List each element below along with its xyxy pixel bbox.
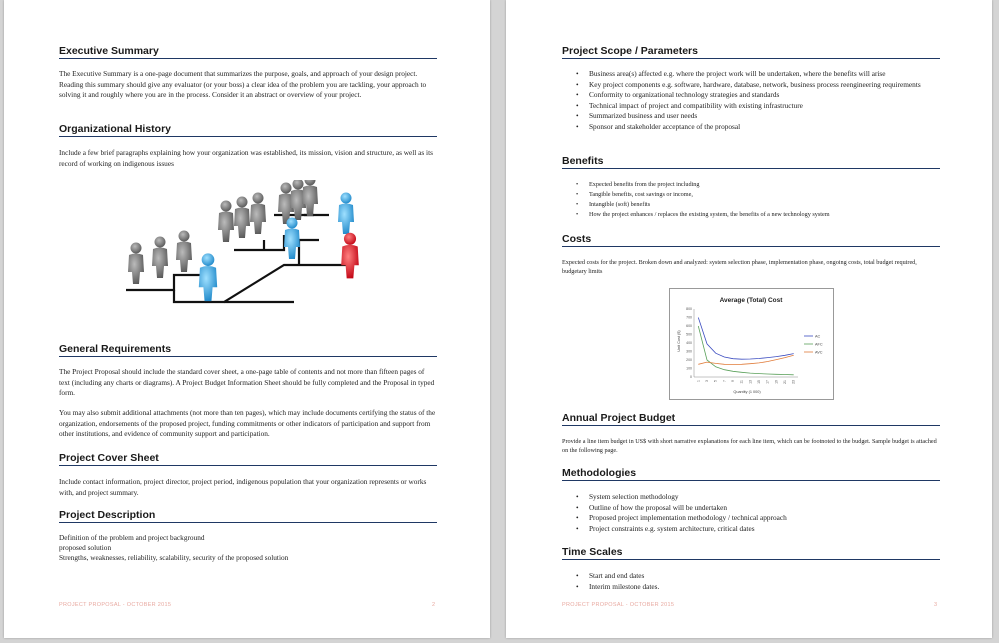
- y-tick-label: 500: [686, 332, 692, 337]
- y-tick-label: 400: [686, 341, 692, 346]
- y-tick-label: 600: [686, 324, 692, 329]
- exec-summary-body: The Executive Summary is a one-page document that summarizes the purpose, goals, and approach of your design project. Reading this summary should give any evaluator (or your boss) a clear idea of the problem you are tackling, your approach to solving it and roughly where you are in the process. Consider it an abstract or overview of your project.: [59, 69, 427, 99]
- page-number: 2: [432, 602, 436, 608]
- exec-summary-heading: Executive Summary: [59, 45, 437, 59]
- project-description-heading: Project Description: [59, 509, 437, 523]
- legend-label: AC: [815, 334, 821, 339]
- benefits-list: [562, 180, 940, 220]
- y-tick-label: 800: [686, 307, 692, 312]
- chart-ylabel: Unit Cost ($): [677, 330, 681, 352]
- list-item: • Project constraints e.g. system architecture, critical dates: [562, 524, 940, 535]
- list-item: • Intangible (soft) benefits: [562, 200, 940, 210]
- methodologies-heading: Methodologies: [562, 467, 940, 481]
- page-number: 3: [934, 602, 938, 608]
- cover-sheet-body: Include contact information, project director, project period, indigenous population that your organization represents or works with, and project summary.: [59, 477, 427, 497]
- x-tick-label: 23: [791, 380, 796, 384]
- org-chart-illustration: [114, 180, 374, 310]
- y-tick-label: 300: [686, 349, 692, 354]
- x-tick-label: 17: [765, 380, 770, 384]
- cover-sheet-heading: Project Cover Sheet: [59, 452, 437, 466]
- org-history-body: Include a few brief paragraphs explaining how your organization was established, its mission, vision and structure, as well as its record of working on indigenous issues: [59, 148, 433, 168]
- legend-label: AFC: [815, 342, 823, 347]
- x-tick-label: 21: [783, 380, 787, 384]
- list-item: • Business area(s) affected e.g. where the project work will be undertaken, where the benefits will arise: [562, 69, 940, 80]
- cost-chart: [669, 288, 834, 400]
- project-description-line: Strengths, weaknesses, reliability, scalability, security of the proposed solution: [59, 553, 289, 562]
- page-left: [4, 0, 490, 638]
- list-item: • Proposed project implementation methodology / technical approach: [562, 513, 940, 524]
- list-item: • Technical impact of project and compatibility with existing infrastructure: [562, 101, 940, 112]
- benefits-heading: Benefits: [562, 155, 940, 169]
- x-tick-label: 13: [748, 380, 753, 384]
- general-requirements-body1: The Project Proposal should include the standard cover sheet, a one-page table of contents and not more than fifteen pages of text (including any charts or diagrams). A Project Budget Information Sheet should be fully completed and the Proposal in typed form.: [59, 367, 435, 397]
- scope-heading: Project Scope / Parameters: [562, 45, 940, 59]
- methodologies-list: [562, 492, 940, 534]
- x-tick-label: 7: [722, 380, 727, 382]
- y-tick-label: 700: [686, 315, 692, 320]
- page-footer: PROJECT PROPOSAL - OCTOBER 2015: [562, 602, 675, 608]
- x-tick-label: 5: [713, 380, 718, 382]
- list-item: • How the project enhances / replaces the existing system, the benefits of a new technology system: [562, 210, 940, 220]
- general-requirements-body2: You may also submit additional attachments (not more than ten pages), which may include documents certifying the status of the organization, endorsements of the proposed project, funding commitments or other indicators of participation and support from other institutions, and evidence of community support and participation.: [59, 408, 436, 438]
- scope-list: [562, 69, 940, 132]
- x-tick-label: 1: [696, 380, 701, 382]
- list-item: • Start and end dates: [562, 571, 940, 582]
- x-tick-label: 19: [774, 380, 779, 384]
- project-description-line: proposed solution: [59, 543, 112, 552]
- costs-body: Expected costs for the project. Broken down and analyzed: system selection phase, implementation phase, ongoing costs, total budget required, budgetary limits: [562, 259, 917, 275]
- y-tick-label: 100: [686, 366, 692, 371]
- list-item: • Key project components e.g. software, hardware, database, network, business process reengineering requirements: [562, 80, 940, 91]
- costs-heading: Costs: [562, 233, 940, 247]
- budget-body: Provide a line item budget in US$ with short narrative explanations for each line item, which can be footnoted to the budget. Sample budget is attached on the following page.: [562, 438, 937, 454]
- list-item: • System selection methodology: [562, 492, 940, 503]
- project-description-line: Definition of the problem and project background: [59, 533, 205, 542]
- x-tick-label: 15: [757, 380, 761, 384]
- x-tick-label: 3: [705, 380, 709, 382]
- list-item: • Summarized business and user needs: [562, 111, 940, 122]
- time-scales-list: [562, 571, 940, 592]
- series-line-avc: [698, 355, 793, 364]
- list-item: • Conformity to organizational technology strategies and standards: [562, 90, 940, 101]
- list-item: • Sponsor and stakeholder acceptance of the proposal: [562, 122, 940, 133]
- chart-xlabel: Quantity (1 000): [733, 390, 761, 394]
- list-item: • Expected benefits from the project including: [562, 180, 940, 190]
- list-item: • Interim milestone dates.: [562, 582, 940, 593]
- y-tick-label: 200: [686, 358, 692, 363]
- x-tick-label: 9: [731, 380, 735, 382]
- legend-label: AVC: [815, 350, 823, 355]
- x-tick-label: 11: [739, 380, 744, 384]
- chart-plot-area: [686, 307, 823, 384]
- cost-chart-svg: [670, 289, 833, 399]
- general-requirements-heading: General Requirements: [59, 343, 437, 357]
- page-footer: PROJECT PROPOSAL - OCTOBER 2015: [59, 602, 172, 608]
- list-item: • Outline of how the proposal will be undertaken: [562, 503, 940, 514]
- time-scales-heading: Time Scales: [562, 546, 940, 560]
- org-history-heading: Organizational History: [59, 123, 437, 137]
- y-tick-label: 0: [690, 375, 692, 380]
- budget-heading: Annual Project Budget: [562, 412, 940, 426]
- page-right: [506, 0, 992, 638]
- series-line-ac: [698, 318, 793, 360]
- list-item: • Tangible benefits, cost savings or income,: [562, 190, 940, 200]
- chart-title: Average (Total) Cost: [719, 297, 783, 304]
